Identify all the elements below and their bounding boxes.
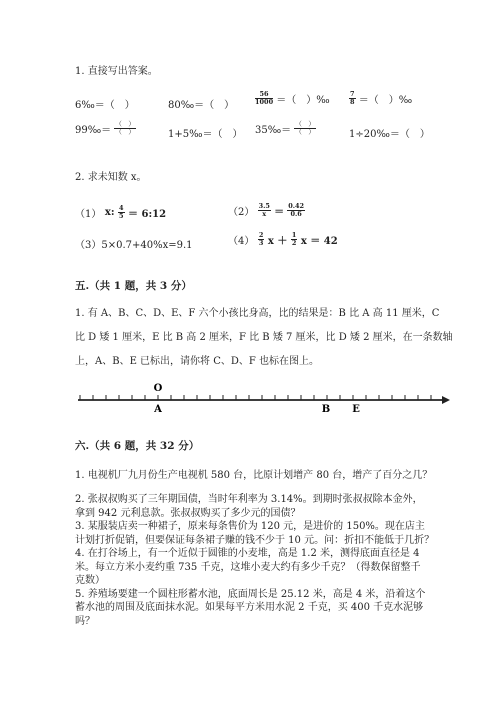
fraction: $\frac{7}{8}$ (350, 90, 355, 106)
equation-tail: ＝ 6:12 (128, 209, 167, 220)
fraction: $\frac{1}{2}$ (291, 231, 297, 247)
equation-head: 99‰＝ (75, 125, 112, 136)
arrow-head-icon (442, 396, 450, 404)
s6-question-4-line-3: 克数） (75, 575, 105, 586)
s6-question-2-line-1: 2. 张叔叔购买了三年期国债，当时年利率为 3.14%。到期时张叔叔除本金外， (75, 494, 423, 505)
point-b-label: B (321, 404, 331, 415)
q1-row1-a: 6‰＝（ ） (75, 100, 135, 111)
equals-sign: ＝ (274, 207, 285, 218)
q1-row2-c (255, 121, 316, 136)
q1-title: 1. 直接写出答案。 (75, 66, 158, 77)
s6-question-2-line-2: 拿到 942 元利息款。张叔叔购买了多少元的国债？ (75, 508, 301, 519)
s6-question-5-line-3: 吗？ (75, 616, 95, 627)
s6-question-5-line-1: 5. 养殖场要建一个圆柱形蓄水池，底面周长是 25.12 米，高是 4 米，沿着这个 (75, 589, 426, 600)
equation-tail: x ＝ 42 (300, 236, 338, 247)
fraction: $\frac{0.42}{0.6}$ (288, 202, 305, 218)
fraction: $\frac{( )}{( )}$ (295, 120, 315, 136)
q1-row2-a (75, 121, 136, 136)
point-a-label: A (154, 404, 162, 415)
q2-problem-3: （3）5×0.7+40%x=9.1 (75, 240, 193, 251)
problem-label: （1） (75, 209, 102, 220)
origin-label: O (153, 383, 163, 394)
fraction: $\frac{2}{3}$ (258, 231, 264, 247)
q1-row2-b: 1+5‰＝（ ） (168, 129, 243, 140)
q2-problem-4 (228, 232, 338, 247)
section-6-title: 六.（共 6 题，共 32 分） (75, 440, 200, 452)
s6-question-1: 1. 电视机厂九月份生产电视机 580 台，比原计划增产 80 台，增产了百分之几？ (75, 470, 433, 481)
equation-middle: x ＋ (267, 236, 288, 247)
q1-row2-d: 1÷20‰＝（ ） (349, 129, 430, 140)
equation-tail: ＝（ ）‰ (358, 95, 413, 106)
fraction: $\frac{3.5}{x}$ (258, 202, 270, 218)
s6-question-4-line-2: 米。每立方米小麦约重 735 千克，这堆小麦大约有多少千克？（得数保留整千 (75, 562, 421, 573)
q1-row1-d (349, 91, 412, 106)
problem-label: （4） (228, 236, 255, 247)
point-e-label: E (352, 404, 360, 415)
s6-question-5-line-2: 蓄水池的周围及底面抹水泥。如果每平方米用水泥 2 千克，买 400 千克水泥够 (75, 602, 424, 613)
section-5-line-2: 比 D 矮 1 厘米，E 比 B 高 2 厘米，F 比 B 矮 7 厘米，比 D 矮 2 厘米，在一条数轴 (75, 332, 453, 343)
section-5-line-1: 1. 有 A、B、C、D、E、F 六个小孩比身高，比的结果是：B 比 A 高 11 厘米，C (75, 308, 440, 319)
section-5-line-3: 上，A、B、E 已标出，请你将 C、D、F 也标在图上。 (75, 356, 320, 367)
s6-question-4-line-1: 4. 在打谷场上，有一个近似于圆锥的小麦堆，高是 1.2 米，测得底面直径是 4 (75, 548, 420, 559)
equation-tail: ＝（ ）‰ (276, 95, 330, 106)
variable: x: (104, 207, 115, 218)
s6-question-3-line-2: 计划打折促销，但要保证每条裙子赚的钱不少于 10 元。问：折扣不能低于几折？ (75, 535, 435, 546)
equation-head: 35‰＝ (255, 125, 292, 136)
section-5-title: 五.（共 1 题，共 3 分） (75, 280, 192, 292)
q2-problem-2 (228, 203, 305, 218)
fraction: $\frac{4}{5}$ (119, 204, 124, 220)
q2-problem-1 (75, 205, 166, 220)
fraction: $\frac{56}{1000}$ (255, 90, 274, 106)
number-line (70, 378, 450, 418)
q1-row1-c (255, 91, 330, 106)
problem-label: （2） (228, 207, 255, 218)
q1-row1-b: 80‰＝（ ） (168, 100, 235, 111)
fraction: $\frac{( )}{( )}$ (115, 120, 135, 136)
q2-title: 2. 求未知数 x。 (75, 172, 147, 183)
s6-question-3-line-1: 3. 某服装店卖一种裙子，原来每条售价为 120 元，是进价的 150%。现在店主 (75, 521, 425, 532)
